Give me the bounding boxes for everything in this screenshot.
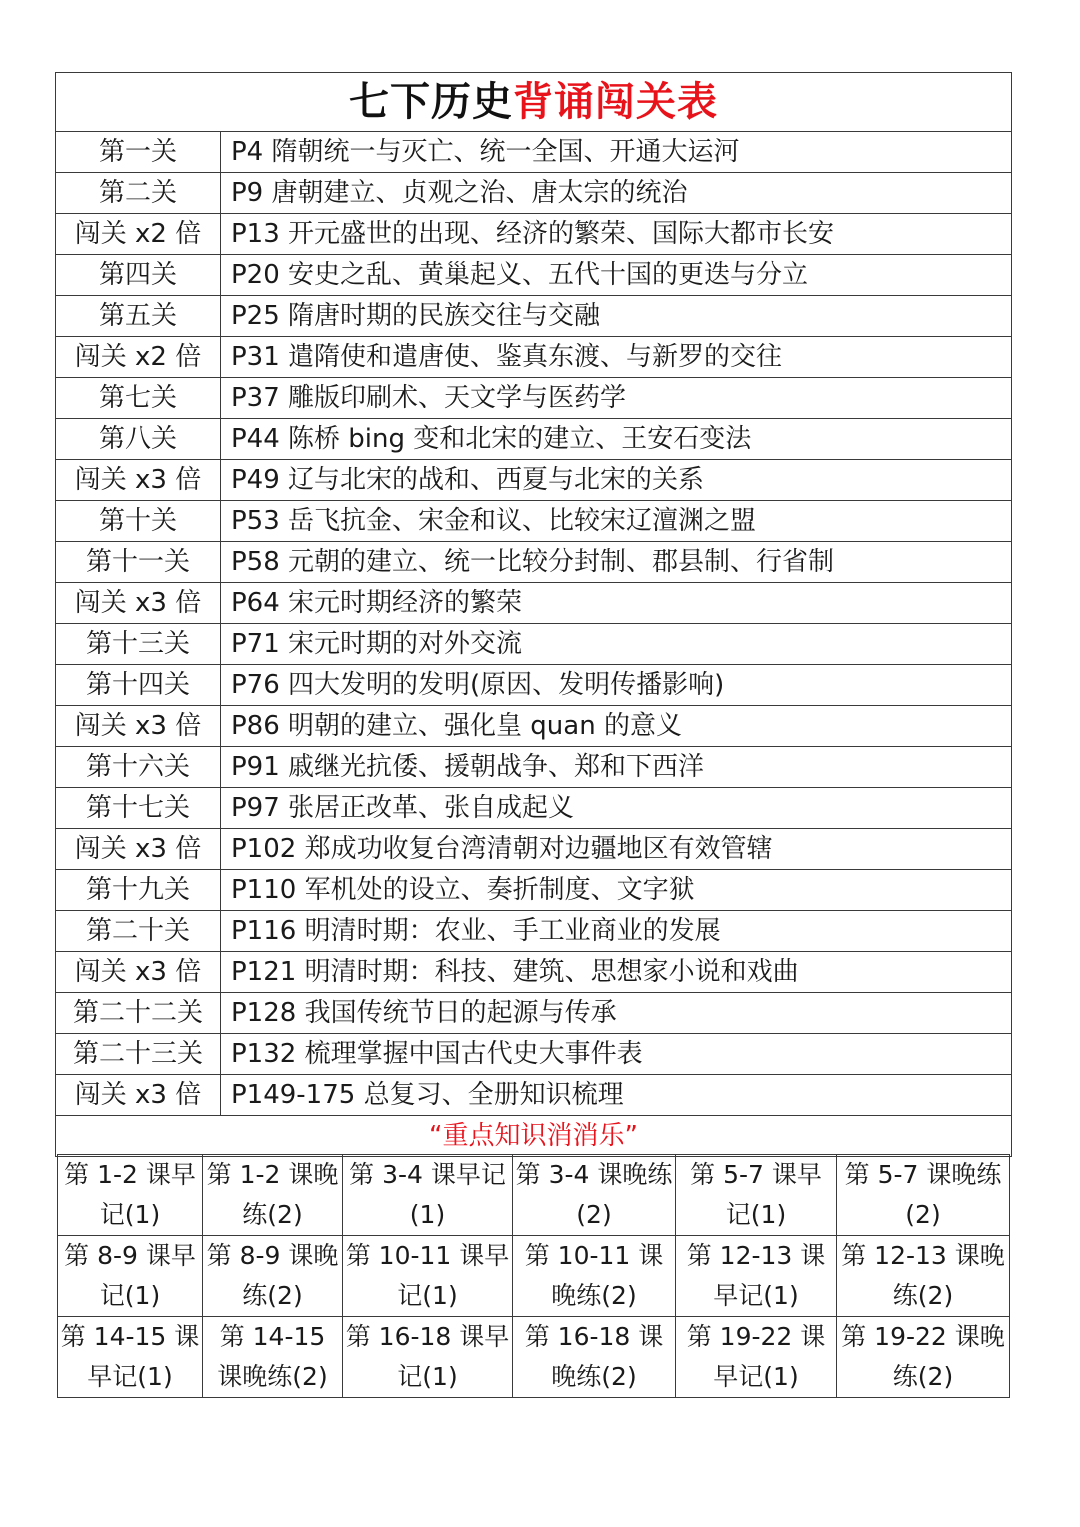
table-row (56, 870, 1012, 911)
level-topic: P25 隋唐时期的民族交往与交融 (221, 296, 1012, 337)
lesson-cell: 第 3-4 课早记(1) (343, 1155, 513, 1236)
level-topic: P13 开元盛世的出现、经济的繁荣、国际大都市长安 (221, 214, 1012, 255)
level-topic: P58 元朝的建立、统一比较分封制、郡县制、行省制 (221, 542, 1012, 583)
grid-row (58, 1317, 1010, 1398)
level-topic: P91 戚继光抗倭、援朝战争、郑和下西洋 (221, 747, 1012, 788)
table-row (56, 952, 1012, 993)
table-row (56, 624, 1012, 665)
level-label: 第二十二关 (56, 993, 221, 1034)
lesson-cell: 第 12-13 课早记(1) (676, 1236, 837, 1317)
level-topic: P86 明朝的建立、强化皇 quan 的意义 (221, 706, 1012, 747)
table-row (56, 829, 1012, 870)
level-topic: P64 宋元时期经济的繁荣 (221, 583, 1012, 624)
table-row (56, 1075, 1012, 1116)
level-label: 第七关 (56, 378, 221, 419)
table-row (56, 214, 1012, 255)
page-title (56, 73, 1012, 132)
table-row (56, 501, 1012, 542)
level-table (55, 72, 1012, 1157)
level-label: 第一关 (56, 132, 221, 173)
table-row (56, 542, 1012, 583)
level-label: 第二关 (56, 173, 221, 214)
lesson-cell: 第 14-15 课晚练(2) (203, 1317, 343, 1398)
title-red-part: 背诵闯关表 (513, 79, 718, 125)
lesson-cell: 第 16-18 课晚练(2) (513, 1317, 676, 1398)
level-label: 第二十关 (56, 911, 221, 952)
level-topic: P20 安史之乱、黄巢起义、五代十国的更迭与分立 (221, 255, 1012, 296)
table-row (56, 255, 1012, 296)
level-topic: P44 陈桥 bing 变和北宋的建立、王安石变法 (221, 419, 1012, 460)
table-row (56, 993, 1012, 1034)
lesson-cell: 第 19-22 课晚练(2) (837, 1317, 1010, 1398)
title-black-part: 七下历史 (349, 79, 513, 125)
lesson-cell: 第 1-2 课早记(1) (58, 1155, 203, 1236)
level-label: 闯关 x3 倍 (56, 829, 221, 870)
table-row (56, 665, 1012, 706)
study-sheet (55, 72, 1011, 1391)
lesson-grid (57, 1154, 1010, 1398)
table-row (56, 419, 1012, 460)
level-label: 第二十三关 (56, 1034, 221, 1075)
level-topic: P53 岳飞抗金、宋金和议、比较宋辽澶渊之盟 (221, 501, 1012, 542)
level-label: 闯关 x3 倍 (56, 1075, 221, 1116)
table-row (56, 378, 1012, 419)
lesson-cell: 第 3-4 课晚练(2) (513, 1155, 676, 1236)
level-topic: P49 辽与北宋的战和、西夏与北宋的关系 (221, 460, 1012, 501)
lesson-cell: 第 10-11 课晚练(2) (513, 1236, 676, 1317)
level-topic: P102 郑成功收复台湾清朝对边疆地区有效管辖 (221, 829, 1012, 870)
table-row (56, 173, 1012, 214)
lesson-cell: 第 12-13 课晚练(2) (837, 1236, 1010, 1317)
level-topic: P149-175 总复习、全册知识梳理 (221, 1075, 1012, 1116)
table-row (56, 788, 1012, 829)
lesson-cell: 第 19-22 课早记(1) (676, 1317, 837, 1398)
level-label: 闯关 x3 倍 (56, 706, 221, 747)
level-label: 第十关 (56, 501, 221, 542)
table-row (56, 911, 1012, 952)
level-topic: P128 我国传统节日的起源与传承 (221, 993, 1012, 1034)
level-topic: P121 明清时期：科技、建筑、思想家小说和戏曲 (221, 952, 1012, 993)
level-topic: P37 雕版印刷术、天文学与医药学 (221, 378, 1012, 419)
section-subtitle: “重点知识消消乐” (56, 1116, 1012, 1157)
table-row (56, 337, 1012, 378)
grid-row (58, 1236, 1010, 1317)
level-label: 第五关 (56, 296, 221, 337)
level-label: 第十一关 (56, 542, 221, 583)
level-topic: P4 隋朝统一与灭亡、统一全国、开通大运河 (221, 132, 1012, 173)
level-label: 第十七关 (56, 788, 221, 829)
level-label: 第八关 (56, 419, 221, 460)
level-topic: P9 唐朝建立、贞观之治、唐太宗的统治 (221, 173, 1012, 214)
level-label: 第十六关 (56, 747, 221, 788)
level-topic: P132 梳理掌握中国古代史大事件表 (221, 1034, 1012, 1075)
lesson-cell: 第 5-7 课晚练(2) (837, 1155, 1010, 1236)
table-row (56, 132, 1012, 173)
table-row (56, 747, 1012, 788)
table-row (56, 583, 1012, 624)
lesson-cell: 第 8-9 课早记(1) (58, 1236, 203, 1317)
level-label: 闯关 x3 倍 (56, 583, 221, 624)
level-topic: P110 军机处的设立、奏折制度、文字狱 (221, 870, 1012, 911)
subtitle-row (56, 1116, 1012, 1157)
level-topic: P31 遣隋使和遣唐使、鉴真东渡、与新罗的交往 (221, 337, 1012, 378)
level-label: 第四关 (56, 255, 221, 296)
table-row (56, 460, 1012, 501)
grid-row (58, 1155, 1010, 1236)
lesson-cell: 第 8-9 课晚练(2) (203, 1236, 343, 1317)
table-row (56, 296, 1012, 337)
lesson-cell: 第 10-11 课早记(1) (343, 1236, 513, 1317)
level-label: 第十三关 (56, 624, 221, 665)
level-topic: P76 四大发明的发明(原因、发明传播影响) (221, 665, 1012, 706)
lesson-cell: 第 1-2 课晚练(2) (203, 1155, 343, 1236)
level-label: 第十四关 (56, 665, 221, 706)
level-topic: P116 明清时期：农业、手工业商业的发展 (221, 911, 1012, 952)
lesson-cell: 第 14-15 课早记(1) (58, 1317, 203, 1398)
level-topic: P97 张居正改革、张自成起义 (221, 788, 1012, 829)
title-row (56, 73, 1012, 132)
table-row (56, 1034, 1012, 1075)
level-label: 第十九关 (56, 870, 221, 911)
level-label: 闯关 x3 倍 (56, 952, 221, 993)
lesson-cell: 第 5-7 课早记(1) (676, 1155, 837, 1236)
level-topic: P71 宋元时期的对外交流 (221, 624, 1012, 665)
level-label: 闯关 x3 倍 (56, 460, 221, 501)
table-row (56, 706, 1012, 747)
lesson-cell: 第 16-18 课早记(1) (343, 1317, 513, 1398)
level-label: 闯关 x2 倍 (56, 337, 221, 378)
level-label: 闯关 x2 倍 (56, 214, 221, 255)
